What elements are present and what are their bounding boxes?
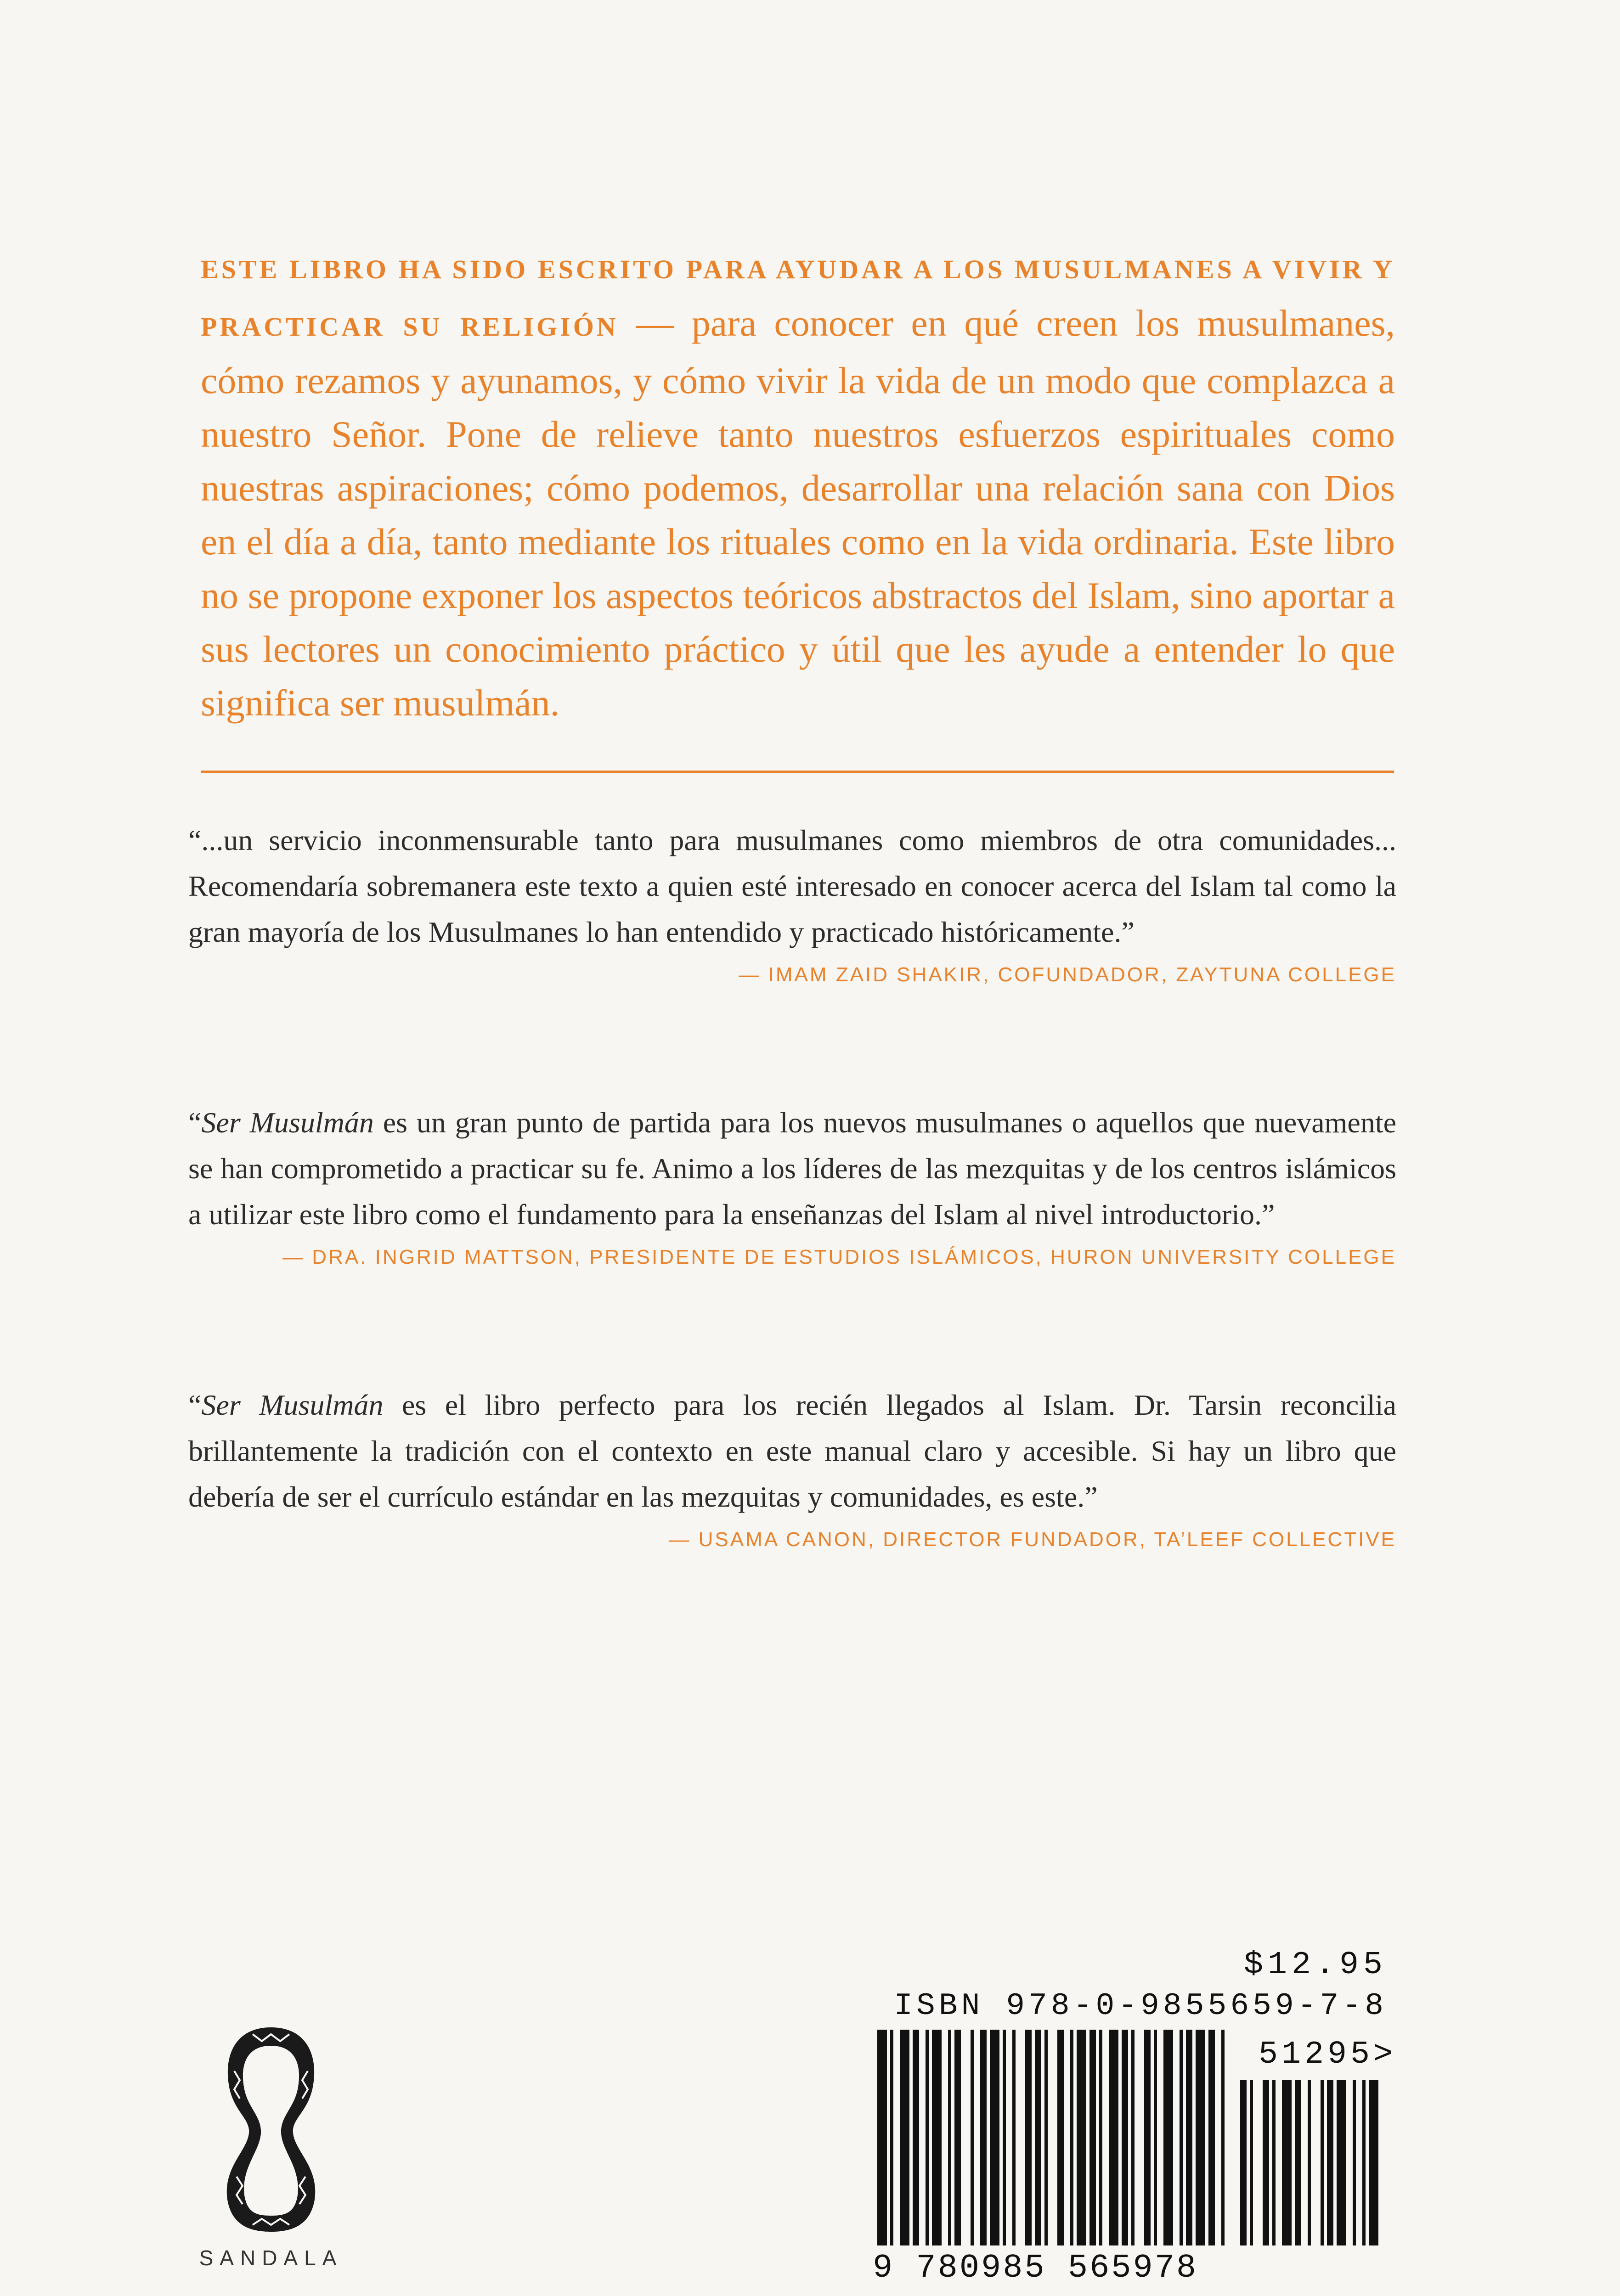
- barcode-block: [873, 1942, 1424, 2291]
- blurb-paragraph: [201, 239, 1395, 730]
- barcode-bar: [1109, 2030, 1118, 2245]
- barcode-bar: [1180, 2030, 1183, 2245]
- isbn-label: ISBN 978-0-9855659-7-8: [894, 1988, 1387, 2024]
- barcode-bar: [932, 2030, 942, 2245]
- addon-bar: [1282, 2080, 1292, 2245]
- barcode-bar: [1035, 2030, 1041, 2245]
- barcode-bar: [890, 2030, 893, 2245]
- barcode-bar: [900, 2030, 909, 2245]
- addon-bar: [1353, 2080, 1356, 2245]
- addon-bar: [1272, 2080, 1276, 2245]
- barcode-bar: [1025, 2030, 1032, 2245]
- barcode-bar: [1196, 2030, 1205, 2245]
- publisher-logo: [188, 2020, 354, 2278]
- review-1-text: “...un servicio inconmensurable tanto para musulmanes como miembros de otra comunidades... Recomendaría sobremanera este texto a quien esté interesado en conocer acerca del Islam tal como la gran mayoría de los Musulmanes lo han entendido y practicado históricamente.”: [188, 824, 1396, 948]
- barcode-bar: [1122, 2030, 1128, 2245]
- divider-rule: [201, 771, 1394, 773]
- barcode-bar: [990, 2030, 999, 2245]
- barcode-bar: [1221, 2030, 1225, 2245]
- addon-bar: [1308, 2080, 1311, 2245]
- barcode-bar: [1186, 2030, 1192, 2245]
- barcode-bar: [1131, 2030, 1135, 2245]
- barcode-bar: [1144, 2030, 1151, 2245]
- barcode-bar: [971, 2030, 974, 2245]
- addon-number: 51295>: [1259, 2037, 1397, 2073]
- barcode-bar: [980, 2030, 987, 2245]
- review-2-title: Ser Musulmán: [201, 1106, 374, 1139]
- barcode-bar: [1077, 2030, 1086, 2245]
- barcode-bar: [1070, 2030, 1073, 2245]
- barcode-bar: [1003, 2030, 1006, 2245]
- addon-bar: [1327, 2080, 1333, 2245]
- ean-digits: 9 780985 565978: [873, 2249, 1198, 2287]
- review-3: [188, 1382, 1396, 1551]
- barcode-bar: [1089, 2030, 1096, 2245]
- barcode-bar: [877, 2030, 887, 2245]
- barcode-bar: [1154, 2030, 1157, 2245]
- barcode-bar: [954, 2030, 961, 2245]
- barcode-bar: [948, 2030, 951, 2245]
- sandal-logo-icon: [216, 2020, 326, 2236]
- barcode-bar: [1208, 2030, 1215, 2245]
- review-3-open-quote: “: [188, 1389, 202, 1421]
- barcode-bar: [1163, 2030, 1173, 2245]
- review-3-text: es el libro perfecto para los recién llegados al Islam. Dr. Tarsin reconcilia brillantemente la tradición con el contexto en este manual claro y accesible. Si hay un libro que debería de ser el currículo estándar en las mezquitas y comunidades, es este.”: [188, 1389, 1397, 1513]
- barcode-bar: [926, 2030, 929, 2245]
- addon-bar: [1321, 2080, 1324, 2245]
- barcode-bar: [913, 2030, 919, 2245]
- addon-bar: [1369, 2080, 1378, 2245]
- review-3-quote: [188, 1382, 1396, 1520]
- review-1-attribution: — IMAM ZAID SHAKIR, COFUNDADOR, ZAYTUNA COLLEGE: [739, 963, 1396, 986]
- addon-bar: [1362, 2080, 1366, 2245]
- review-2-text: es un gran punto de partida para los nuevos musulmanes o aquellos que nuevamente se han comprometido a practicar su fe. Animo a los líderes de las mezquitas y de los centros islámicos a utilizar este libro como el fundamento para la enseñanzas del Islam al nivel introductorio.”: [188, 1106, 1397, 1231]
- publisher-name: SANDALA: [199, 2246, 343, 2270]
- addon-bar: [1240, 2080, 1247, 2245]
- review-1: [188, 817, 1396, 986]
- blurb-lead: ESTE LIBRO HA SIDO ESCRITO PARA AYUDAR A LOS MUSULMANES A VIVIR Y PRACTICAR SU RELIGIÓN: [201, 254, 1395, 342]
- addon-bar: [1295, 2080, 1301, 2245]
- addon-bar: [1250, 2080, 1253, 2245]
- addon-bar: [1263, 2080, 1269, 2245]
- review-2-attribution: — DRA. INGRID MATTSON, PRESIDENTE DE ESTUDIOS ISLÁMICOS, HURON UNIVERSITY COLLEGE: [282, 1246, 1396, 1268]
- review-3-attribution: — USAMA CANON, DIRECTOR FUNDADOR, TA’LEEF COLLECTIVE: [669, 1528, 1396, 1551]
- barcode-bar: [1012, 2030, 1016, 2245]
- blurb-body: — para conocer en qué creen los musulmanes, cómo rezamos y ayunamos, y cómo vivir la vida de un modo que complazca a nuestro Señor. Pone de relieve tanto nuestros esfuerzos espirituales como nuestras aspiraciones; cómo podemos, desarrollar una relación sana con Dios en el día a día, tanto mediante los rituales como en la vida ordinaria. Este libro no se propone exponer los aspectos teóricos abstractos del Islam, sino aportar a sus lectores un conocimiento práctico y útil que les ayude a entender lo que significa ser musulmán.: [201, 302, 1395, 724]
- review-2-open-quote: “: [188, 1106, 202, 1139]
- addon-bar: [1337, 2080, 1346, 2245]
- review-3-title: Ser Musulmán: [201, 1389, 384, 1421]
- review-2-quote: [188, 1100, 1396, 1238]
- review-2: [188, 1100, 1396, 1269]
- review-1-quote: [188, 817, 1396, 955]
- barcode-bar: [1044, 2030, 1048, 2245]
- price-label: $12.95: [1243, 1947, 1387, 1983]
- barcode-bar: [1057, 2030, 1064, 2245]
- barcode-bar: [1099, 2030, 1102, 2245]
